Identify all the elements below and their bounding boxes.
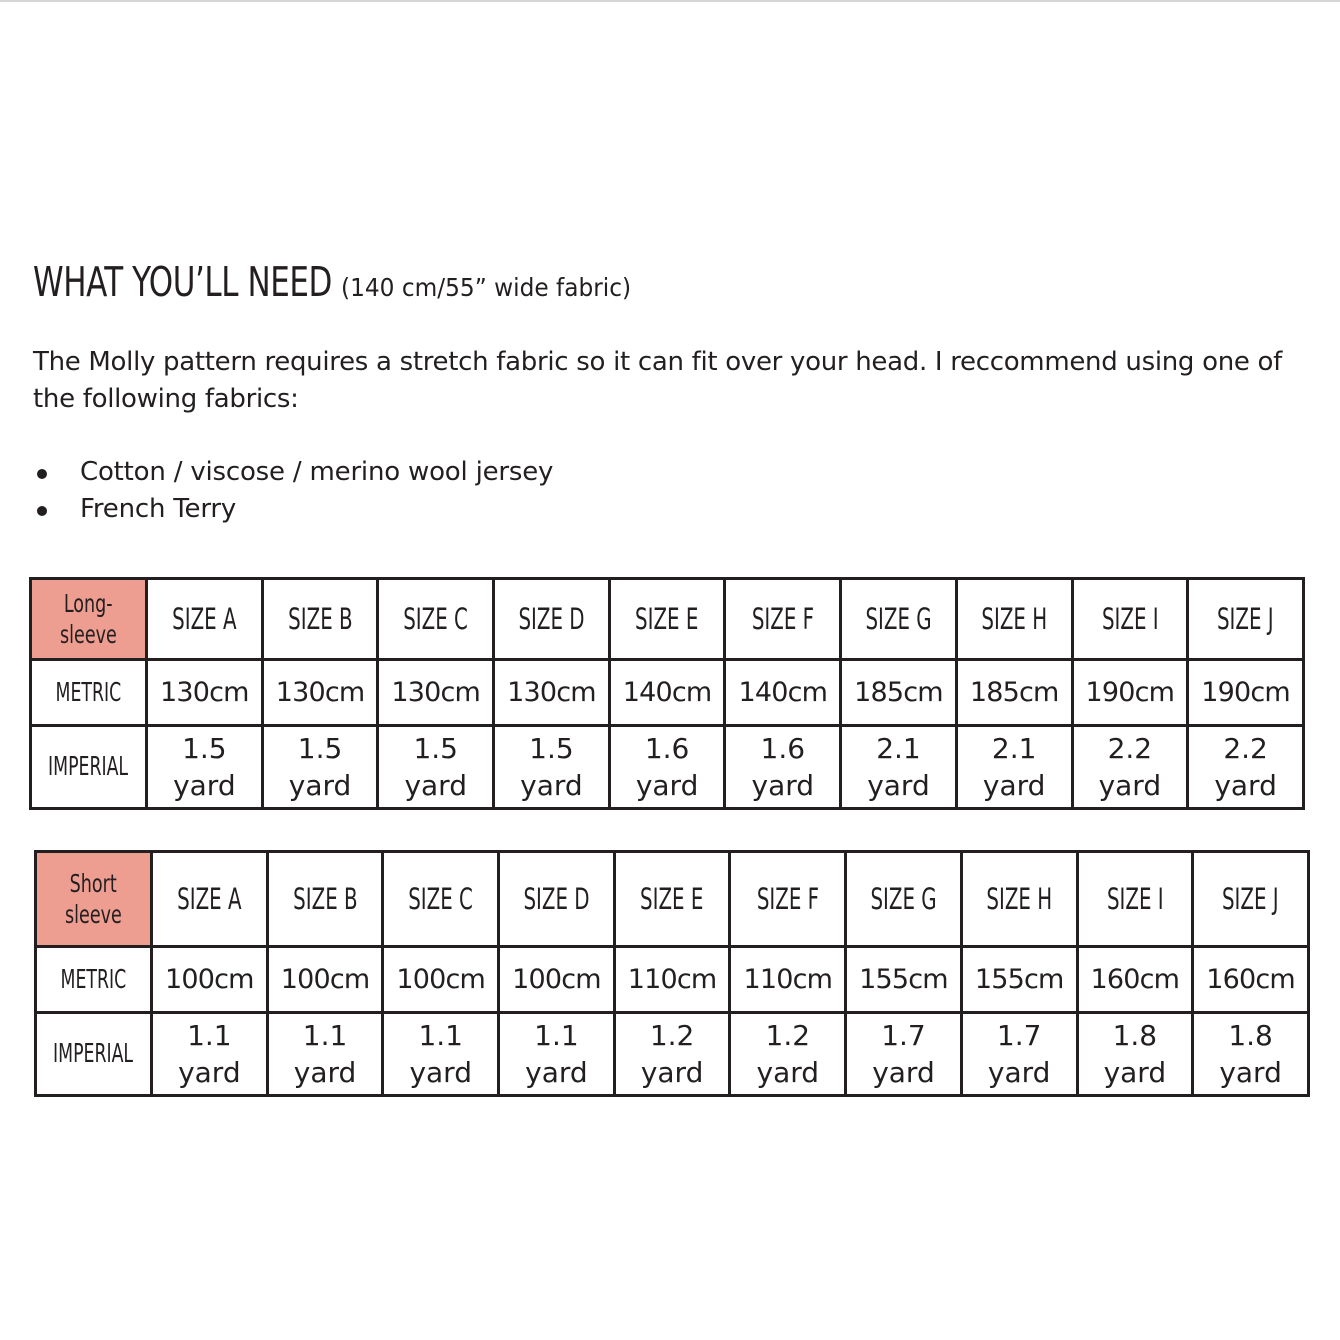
imperial-amount: 1.7 (996, 1019, 1042, 1052)
imperial-unit: yard (1214, 769, 1277, 802)
section-heading (33, 258, 653, 306)
metric-value: 190cm (1072, 660, 1188, 726)
section-title: WHAT YOU’LL NEED (33, 258, 332, 306)
imperial-amount: 1.8 (1112, 1019, 1158, 1052)
imperial-amount: 1.6 (760, 732, 806, 765)
imperial-value (609, 726, 725, 809)
size-header: SIZE G (846, 852, 962, 947)
size-header: SIZE G (841, 579, 957, 660)
imperial-amount: 2.2 (1107, 732, 1153, 765)
size-header: SIZE A (152, 852, 268, 947)
metric-value: 155cm (846, 947, 962, 1013)
size-header: SIZE D (494, 579, 610, 660)
size-header: SIZE I (1077, 852, 1193, 947)
imperial-unit: yard (872, 1056, 935, 1089)
imperial-value (1072, 726, 1188, 809)
metric-value: 100cm (383, 947, 499, 1013)
imperial-amount: 1.5 (182, 732, 227, 765)
imperial-value (730, 1013, 846, 1096)
imperial-value (614, 1013, 730, 1096)
imperial-unit: yard (982, 769, 1046, 802)
imperial-unit: yard (751, 769, 815, 802)
imperial-value (267, 1013, 383, 1096)
table-corner-label (36, 852, 152, 947)
imperial-value (841, 726, 957, 809)
imperial-row (36, 1013, 1309, 1096)
size-header: SIZE F (725, 579, 841, 660)
short-sleeve-table (34, 850, 1310, 1097)
size-header: SIZE E (609, 579, 725, 660)
size-header: SIZE H (961, 852, 1077, 947)
list-item: French Terry (33, 491, 553, 528)
metric-value: 100cm (152, 947, 268, 1013)
size-header: SIZE J (1193, 852, 1309, 947)
size-header-row (36, 852, 1309, 947)
imperial-amount: 1.5 (297, 732, 343, 765)
imperial-value (152, 1013, 268, 1096)
size-header: SIZE F (730, 852, 846, 947)
metric-value: 160cm (1193, 947, 1309, 1013)
metric-value: 185cm (956, 660, 1072, 726)
imperial-unit: yard (520, 769, 583, 802)
imperial-value (961, 1013, 1077, 1096)
long-sleeve-table (29, 577, 1305, 810)
imperial-value (147, 726, 263, 809)
size-header: SIZE A (147, 579, 263, 660)
list-item: Cotton / viscose / merino wool jersey (33, 454, 553, 491)
size-header: SIZE I (1072, 579, 1188, 660)
size-header: SIZE D (499, 852, 615, 947)
imperial-value (1188, 726, 1304, 809)
imperial-value (499, 1013, 615, 1096)
imperial-value (725, 726, 841, 809)
size-header: SIZE C (378, 579, 494, 660)
metric-value: 140cm (609, 660, 725, 726)
imperial-unit: yard (288, 769, 352, 802)
imperial-unit: yard (987, 1056, 1051, 1089)
imperial-amount: 2.2 (1223, 732, 1268, 765)
imperial-row-label: IMPERIAL (36, 1013, 152, 1096)
imperial-amount: 1.1 (302, 1019, 348, 1052)
corner-label-line-1: Short (69, 869, 118, 898)
imperial-value (494, 726, 610, 809)
imperial-amount: 1.6 (644, 732, 690, 765)
metric-value: 130cm (378, 660, 494, 726)
imperial-unit: yard (293, 1056, 357, 1089)
imperial-value (846, 1013, 962, 1096)
size-header: SIZE H (956, 579, 1072, 660)
imperial-value (1193, 1013, 1309, 1096)
imperial-unit: yard (1219, 1056, 1282, 1089)
metric-value: 110cm (730, 947, 846, 1013)
size-header: SIZE B (267, 852, 383, 947)
table-corner-label (31, 579, 147, 660)
imperial-unit: yard (178, 1056, 241, 1089)
imperial-amount: 1.1 (187, 1019, 232, 1052)
imperial-amount: 2.1 (876, 732, 921, 765)
imperial-unit: yard (1103, 1056, 1167, 1089)
fabric-list (33, 454, 553, 528)
corner-label-line-2: sleeve (65, 900, 122, 929)
imperial-unit: yard (756, 1056, 820, 1089)
metric-row-label: METRIC (31, 660, 147, 726)
size-header-row (31, 579, 1304, 660)
imperial-unit: yard (867, 769, 930, 802)
imperial-unit: yard (635, 769, 699, 802)
metric-value: 155cm (961, 947, 1077, 1013)
size-header: SIZE C (383, 852, 499, 947)
metric-value: 190cm (1188, 660, 1304, 726)
metric-value: 100cm (499, 947, 615, 1013)
metric-row (31, 660, 1304, 726)
imperial-unit: yard (173, 769, 236, 802)
metric-value: 110cm (614, 947, 730, 1013)
imperial-row (31, 726, 1304, 809)
metric-value: 130cm (494, 660, 610, 726)
imperial-unit: yard (1098, 769, 1162, 802)
imperial-unit: yard (404, 769, 467, 802)
metric-value: 160cm (1077, 947, 1193, 1013)
metric-value: 185cm (841, 660, 957, 726)
metric-row-label: METRIC (36, 947, 152, 1013)
size-header: SIZE B (262, 579, 378, 660)
imperial-amount: 2.1 (991, 732, 1037, 765)
imperial-value (378, 726, 494, 809)
metric-value: 130cm (262, 660, 378, 726)
imperial-value (383, 1013, 499, 1096)
imperial-amount: 1.7 (881, 1019, 926, 1052)
imperial-unit: yard (409, 1056, 472, 1089)
imperial-amount: 1.5 (413, 732, 458, 765)
top-divider (0, 0, 1340, 2)
size-header: SIZE J (1188, 579, 1304, 660)
imperial-amount: 1.2 (649, 1019, 695, 1052)
imperial-value (1077, 1013, 1193, 1096)
imperial-row-label: IMPERIAL (31, 726, 147, 809)
size-header: SIZE E (614, 852, 730, 947)
metric-row (36, 947, 1309, 1013)
metric-value: 130cm (147, 660, 263, 726)
imperial-amount: 1.1 (534, 1019, 579, 1052)
corner-label-line-2: sleeve (60, 620, 117, 649)
intro-paragraph: The Molly pattern requires a stretch fabric so it can fit over your head. I reccommend using one of the following fabrics: (33, 347, 1283, 414)
imperial-unit: yard (525, 1056, 588, 1089)
metric-value: 100cm (267, 947, 383, 1013)
imperial-amount: 1.2 (765, 1019, 811, 1052)
corner-label-line-1: Long- (64, 589, 113, 618)
section-subtitle: (140 cm/55” wide fabric) (340, 273, 632, 302)
metric-value: 140cm (725, 660, 841, 726)
imperial-amount: 1.1 (418, 1019, 463, 1052)
imperial-value (956, 726, 1072, 809)
imperial-amount: 1.8 (1228, 1019, 1273, 1052)
imperial-amount: 1.5 (529, 732, 574, 765)
imperial-unit: yard (640, 1056, 704, 1089)
imperial-value (262, 726, 378, 809)
